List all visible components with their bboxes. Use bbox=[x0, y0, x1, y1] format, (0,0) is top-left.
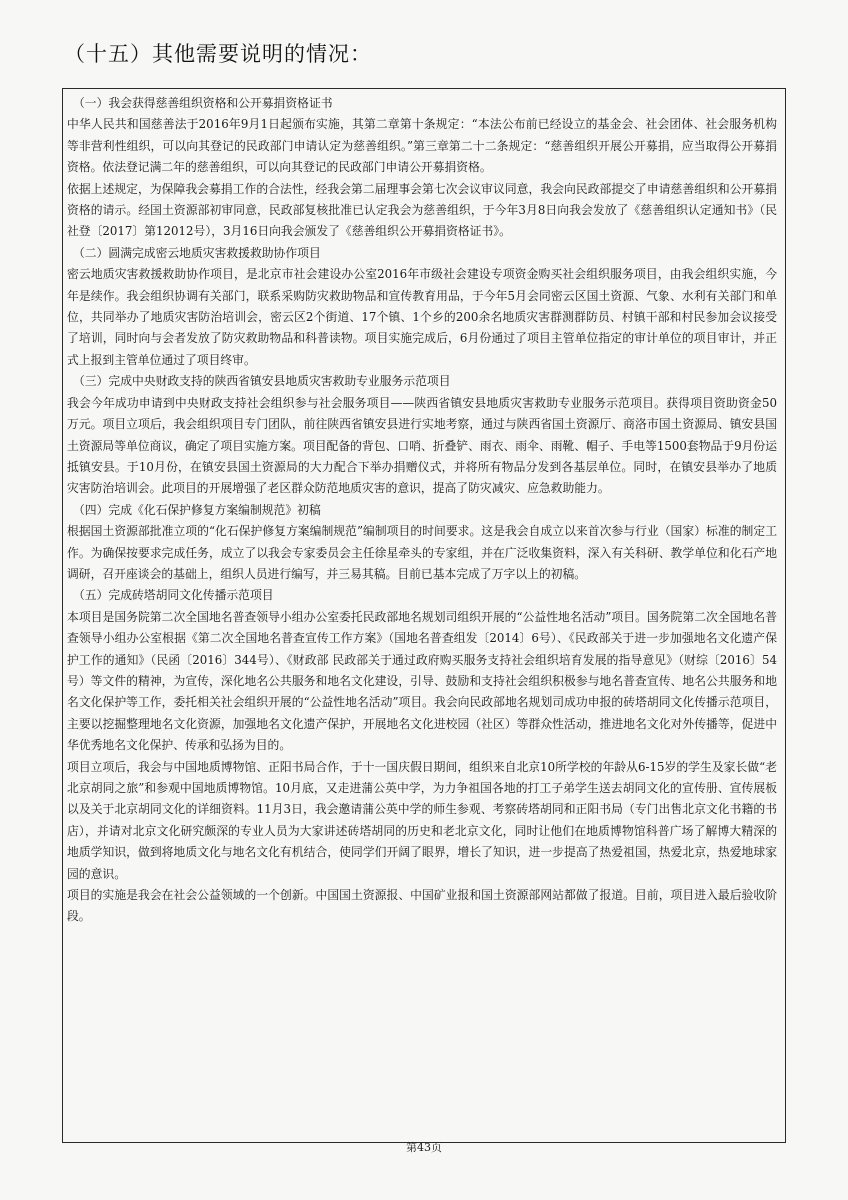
section-5-heading: （五）完成砖塔胡同文化传播示范项目 bbox=[73, 588, 274, 603]
page-number: 第43页 bbox=[406, 1141, 442, 1154]
section-4-heading: （四）完成《化石保护修复方案编制规范》初稿 bbox=[73, 502, 321, 517]
section-5-paragraph: 项目的实施是我会在社会公益领域的一个创新。中国国土资源报、中国矿业报和国土资源部网站都做了报道。目前，项目进入最后验收阶段。 bbox=[67, 888, 777, 924]
section-2-heading: （二）圆满完成密云地质灾害救援救助协作项目 bbox=[73, 245, 321, 260]
section-3-paragraph: 我会今年成功申请到中央财政支持社会组织参与社会服务项目——陕西省镇安县地质灾害救助专业服务示范项目。获得项目资助资金50万元。项目立项后，我会组织项目专门团队，前往陕西省镇安县进行实地考察，通过与陕西省国土资源厅、商洛市国土资源局、镇安县国土资源局等单位商议，确定了项目实施方案。项目配备的背包、口哨、折叠铲、雨衣、雨伞、雨靴、帽子、手电等1500套物品于9月份运抵镇安县。于10月份，在镇安县国土资源局的大力配合下举办捐赠仪式，并将所有物品分发到各基层单位。同时，在镇安县举办了地质灾害防治培训会。此项目的开展增强了老区群众防范地质灾害的意识，提高了防灾减灾、应急救助能力。 bbox=[67, 395, 777, 496]
section-1-heading: （一）我会获得慈善组织资格和公开募捐资格证书 bbox=[73, 96, 333, 110]
section-2-paragraph: 密云地质灾害救援救助协作项目，是北京市社会建设办公室2016年市级社会建设专项资金购买社会组织服务项目，由我会组织实施，今年是续作。我会组织协调有关部门，联系采购防灾救助物品和宣传教育用品，于今年5月会同密云区国土资源、气象、水利有关部门和单位，共同举办了地质灾害防治培训会，密云区2个街道、17个镇、1个乡的200余名地质灾害群测群防员、村镇干部和村民参加会议接受了培训，同时向与会者发放了防灾救助物品和科普读物。项目实施完成后，6月份通过了项目主管单位指定的审计单位的项目审计，并正式上报到主管单位通过了项目终审。 bbox=[67, 267, 777, 367]
section-3-heading: （三）完成中央财政支持的陕西省镇安县地质灾害救助专业服务示范项目 bbox=[73, 374, 451, 389]
section-5-paragraph: 项目立项后，我会与中国地质博物馆、正阳书局合作，于十一国庆假日期间，组织来自北京10所学校的年龄从6-15岁的学生及家长做“老北京胡同之旅”和参观中国地质博物馆。10月底，又走进蒲公英中学，为力争祖国各地的打工子弟学生送去胡同文化的宣传册、宣传展板以及关于北京胡同文化的详细资料。11月3日，我会邀请蒲公英中学的师生参观、考察砖塔胡同和正阳书局（专门出售北京文化书籍的书店），并请对北京文化研究颇深的专业人员为大家讲述砖塔胡同的历史和老北京文化，同时让他们在地质博物馆科普广场了解博大精深的地质学知识，做到将地质文化与地名文化有机结合，使同学们开阔了眼界，增长了知识，进一步提高了热爱祖国，热爱北京，热爱地球家园的意识。 bbox=[67, 759, 777, 881]
section-4-paragraph: 根据国土资源部批准立项的“化石保护修复方案编制规范”编制项目的时间要求。这是我会自成立以来首次参与行业（国家）标准的制定工作。为确保按要求完成任务，成立了以我会专家委员会主任徐星牵头的专家组，并在广泛收集资料，深入有关科研、教学单位和化石产地调研，召开座谈会的基础上，组织人员进行编写，并三易其稿。目前已基本完成了万字以上的初稿。 bbox=[67, 524, 777, 581]
page-title: （十五）其他需要说明的情况： bbox=[64, 42, 372, 66]
section-1-paragraph: 中华人民共和国慈善法于2016年9月1日起颁布实施，其第二章第十条规定：“本法公布前已经设立的基金会、社会团体、社会服务机构等非营利性组织，可以向其登记的民政部门申请认定为慈善组织。”第三章第二十二条规定：“慈善组织开展公开募捐，应当取得公开募捐资格。依法登记满二年的慈善组织，可以向其登记的民政部门申请公开募捐资格。 bbox=[67, 117, 777, 175]
content-frame bbox=[62, 88, 786, 1143]
section-1-paragraph: 依据上述规定，为保障我会募捐工作的合法性，经我会第二届理事会第七次会议审议同意，我会向民政部提交了申请慈善组织和公开募捐资格的请示。经国土资源部初审同意，民政部复核批准已认定我会为慈善组织，于今年3月8日向我会发放了《慈善组织认定通知书》（民社登〔2017〕第12012号），3月16日向我会颁发了《慈善组织公开募捐资格证书》。 bbox=[67, 181, 777, 239]
section-5-paragraph: 本项目是国务院第二次全国地名普查领导小组办公室委托民政部地名规划司组织开展的“公益性地名活动”项目。国务院第二次全国地名普查领导小组办公室根据《第二次全国地名普查宣传工作方案》（国地名普查组发〔2014〕6号）、《民政部关于进一步加强地名文化遗产保护工作的通知》（民函〔2016〕344号）、《财政部 民政部关于通过政府购买服务支持社会组织培育发展的指导意见》（财综〔2016〕54号）等文件的精神，为宣传，深化地名公共服务和地名文化建设，引导、鼓励和支持社会组织积极参与地名普查宣传、地名公共服务和地名文化保护等工作，委托相关社会组织开展的“公益性地名活动”项目。我会向民政部地名规划司成功申报的砖塔胡同文化传播示范项目，主要以挖掘整理地名文化资源，加强地名文化遗产保护，开展地名文化进校园（社区）等群众性活动，推进地名文化对外传播等，促进中华优秀地名文化保护、传承和弘扬为目的。 bbox=[67, 609, 777, 753]
